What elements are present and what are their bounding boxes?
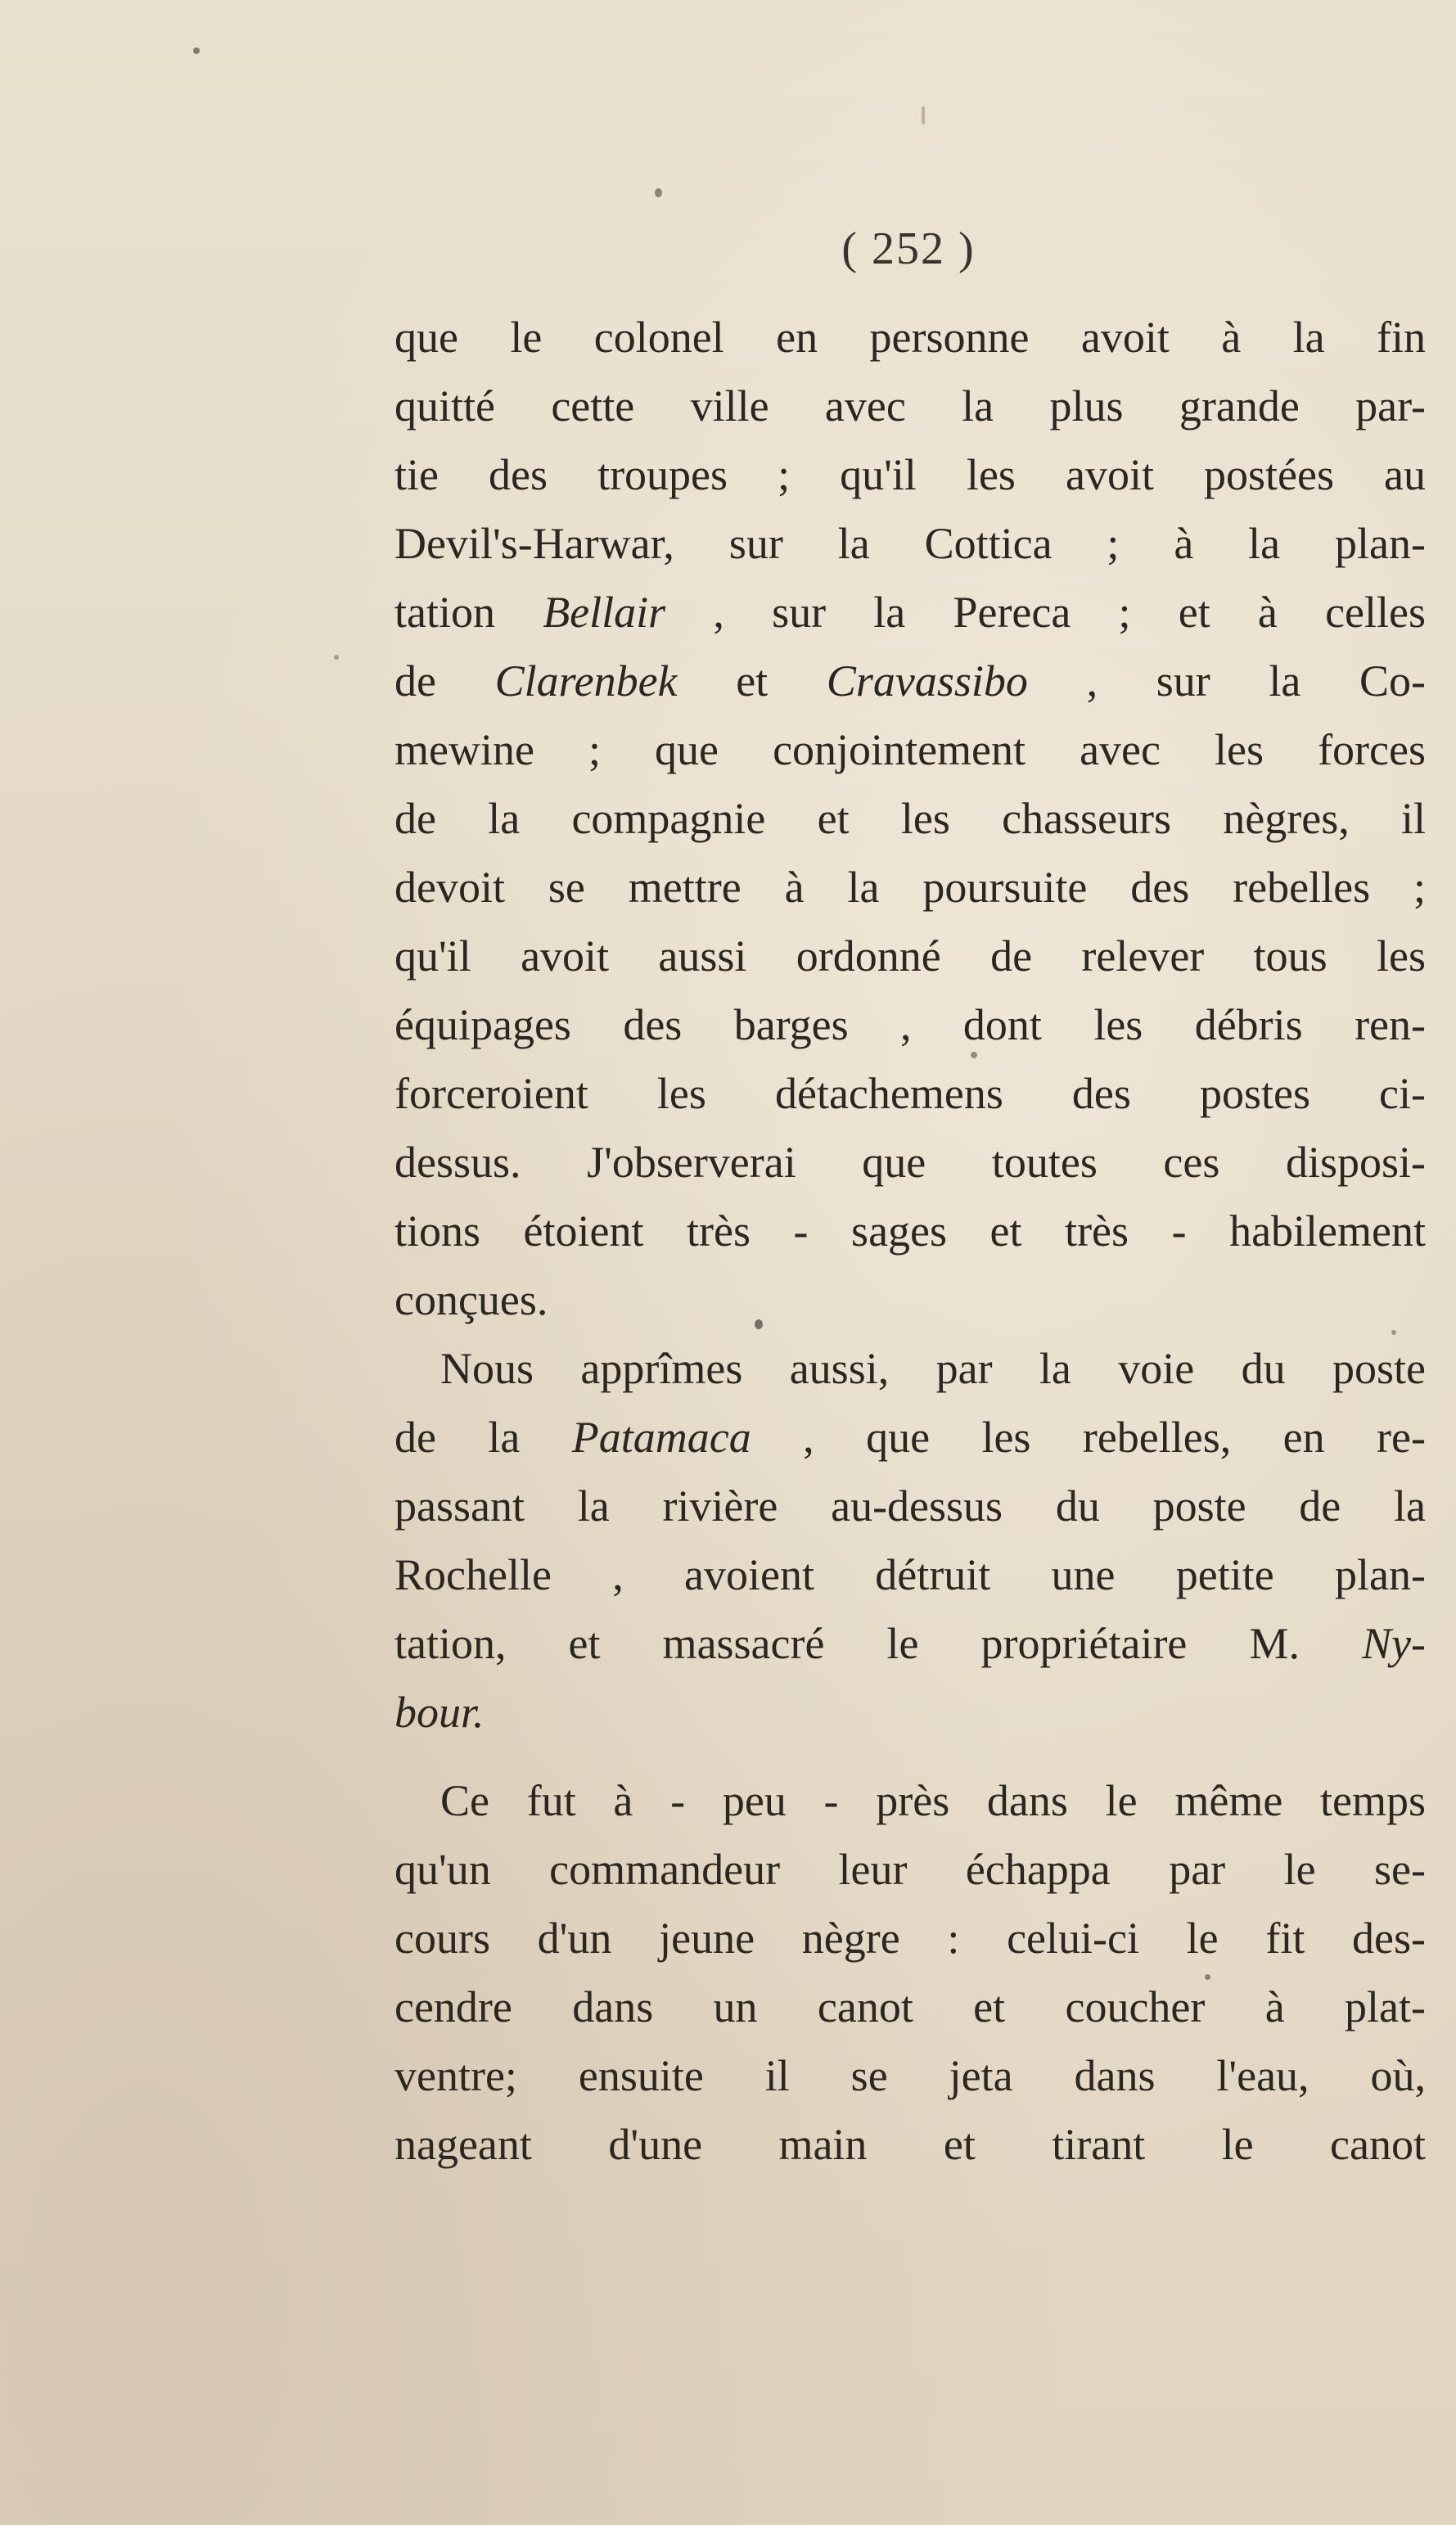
italic-text-segment: bour. bbox=[394, 1688, 485, 1737]
text-line bbox=[394, 1403, 1426, 1472]
text-line bbox=[394, 440, 1426, 509]
text-segment: tions étoient très - sages et très - habilement bbox=[394, 1206, 1426, 1256]
text-line bbox=[394, 647, 1426, 715]
italic-text-segment: Cravassibo bbox=[826, 656, 1028, 706]
text-line bbox=[394, 1835, 1426, 1904]
ink-speck bbox=[1391, 1330, 1396, 1335]
text-segment: mewine ; que conjointement avec les forces bbox=[394, 725, 1426, 774]
text-line bbox=[394, 1540, 1426, 1609]
text-line bbox=[394, 1265, 1426, 1334]
ink-speck bbox=[334, 655, 339, 660]
text-segment: qu'il avoit aussi ordonné de relever tous les bbox=[394, 931, 1426, 981]
text-segment: équipages des barges , dont les débris ren- bbox=[394, 1000, 1426, 1049]
text-segment: Ce fut à - peu - près dans le même temps bbox=[440, 1776, 1426, 1825]
text-line bbox=[394, 509, 1426, 578]
page-number: ( 252 ) bbox=[841, 223, 976, 274]
text-line bbox=[394, 372, 1426, 440]
text-segment: qu'un commandeur leur échappa par le se- bbox=[394, 1845, 1426, 1894]
ink-speck bbox=[922, 106, 925, 124]
text-line bbox=[394, 990, 1426, 1059]
text-segment: Devil's-Harwar, sur la Cottica ; à la plan- bbox=[394, 519, 1426, 568]
text-segment: que le colonel en personne avoit à la fin bbox=[394, 313, 1426, 362]
text-line bbox=[394, 922, 1426, 990]
text-line bbox=[394, 1472, 1426, 1540]
text-line bbox=[394, 2041, 1426, 2110]
ink-speck bbox=[193, 47, 200, 54]
text-segment: , que les rebelles, en re- bbox=[751, 1413, 1426, 1462]
text-segment: tation bbox=[394, 588, 543, 637]
text-segment: forceroient les détachemens des postes ci- bbox=[394, 1069, 1426, 1118]
text-line bbox=[394, 1334, 1426, 1403]
text-segment: , sur la Co- bbox=[1027, 656, 1426, 706]
text-line bbox=[394, 1197, 1426, 1265]
text-segment: de la compagnie et les chasseurs nègres, il bbox=[394, 794, 1426, 843]
ink-speck bbox=[755, 1319, 763, 1329]
italic-text-segment: Patamaca bbox=[571, 1413, 751, 1462]
text-line bbox=[394, 303, 1426, 372]
text-line bbox=[394, 1766, 1426, 1835]
ink-speck bbox=[655, 188, 662, 197]
italic-text-segment: Clarenbek bbox=[494, 656, 678, 706]
text-line bbox=[394, 1973, 1426, 2041]
text-segment: , sur la Pereca ; et à celles bbox=[665, 588, 1427, 637]
text-segment: de la bbox=[394, 1413, 572, 1462]
text-segment: conçues. bbox=[394, 1275, 548, 1324]
italic-text-segment: Bellair bbox=[543, 588, 666, 637]
text-line bbox=[394, 1678, 1426, 1747]
text-segment: tie des troupes ; qu'il les avoit postées au bbox=[394, 450, 1426, 499]
text-segment: Nous apprîmes aussi, par la voie du poste bbox=[440, 1344, 1426, 1393]
text-line bbox=[394, 715, 1426, 784]
text-line bbox=[394, 2110, 1426, 2179]
text-segment: ventre; ensuite il se jeta dans l'eau, où, bbox=[394, 2051, 1426, 2100]
text-line bbox=[394, 578, 1426, 647]
text-segment: passant la rivière au-dessus du poste de la bbox=[394, 1481, 1426, 1531]
text-segment: dessus. J'observerai que toutes ces disposi- bbox=[394, 1138, 1426, 1187]
text-segment: cours d'un jeune nègre : celui-ci le fit des- bbox=[394, 1914, 1426, 1963]
text-line bbox=[394, 853, 1426, 922]
ink-speck bbox=[971, 1052, 977, 1058]
text-segment: tation, et massacré le propriétaire M. bbox=[394, 1619, 1363, 1668]
italic-text-segment: Ny- bbox=[1362, 1619, 1426, 1668]
text-line bbox=[394, 1609, 1426, 1678]
text-segment: quitté cette ville avec la plus grande par- bbox=[394, 381, 1426, 431]
text-segment: cendre dans un canot et coucher à plat- bbox=[394, 1982, 1426, 2031]
text-line bbox=[394, 1128, 1426, 1197]
text-segment: de bbox=[394, 656, 495, 706]
text-segment: devoit se mettre à la poursuite des rebelles ; bbox=[394, 863, 1426, 912]
text-segment: nageant d'une main et tirant le canot bbox=[394, 2120, 1426, 2169]
text-line bbox=[394, 784, 1426, 853]
text-line bbox=[394, 1059, 1426, 1128]
ink-speck bbox=[1205, 1974, 1210, 1980]
text-segment: et bbox=[677, 656, 827, 706]
text-line bbox=[394, 1904, 1426, 1973]
body-text bbox=[394, 303, 1426, 2179]
text-segment: Rochelle , avoient détruit une petite plan- bbox=[394, 1550, 1426, 1599]
